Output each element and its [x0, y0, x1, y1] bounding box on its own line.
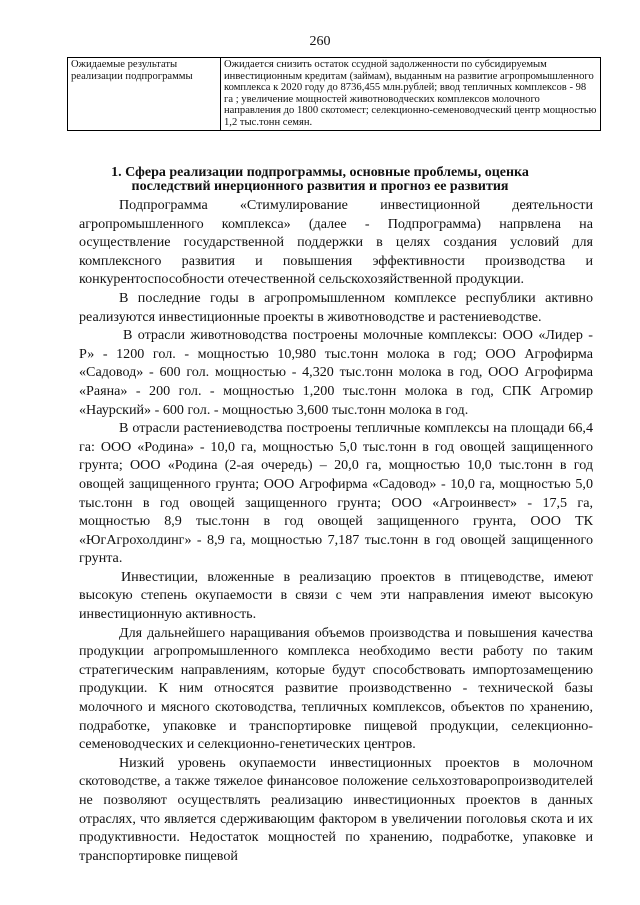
paragraph: Подпрограмма «Стимулирование инвестиционной деятельности агропромышленного комплекса» (далее - Подпрограмма) напрвлена на осуществление государственной поддержки в целях создания условий для комплексного развития и повышения эффективности производства и конкурентоспособности отечественной сельскохозяйственной продукции. — [79, 197, 593, 288]
page-number: 260 — [309, 34, 331, 49]
paragraph: Низкий уровень окупаемости инвестиционных проектов в молочном скотоводстве, а также тяжелое финансовое положение сельхозтоваропроизводителей не позволяют осуществлять реализацию инвестиционных проектов в данных отраслях, что является сдерживающим фактором в увеличении поголовья скота и их продуктивности. Недостаток мощностей по хранению, подработке, упаковке и транспортировке пищевой — [79, 754, 593, 864]
table-value-cell: Ожидается снизить остаток ссудной задолженности по субсидируемым инвестиционным кредитам (займам), выданным на развитие агропромышленного комплекса к 2020 году до 8736,455 млн.рублей; ввод тепличных комплексов - 98 га ; увеличение мощностей животноводческих комплексов молочного направления до 1800 скотомест; селекционно-семеноводческий центр мощностью 1,2 тыс.тонн семян. — [221, 58, 601, 131]
section-body — [79, 196, 593, 865]
paragraph: Инвестиции, вложенные в реализацию проектов в птицеводстве, имеют высокую степень окупаемости в связи с чем эти направления имеют высокую инвестиционную активность. — [79, 568, 593, 623]
results-table — [67, 57, 601, 131]
paragraph: В отрасли животноводства построены молочные комплексы: ООО «Лидер - Р» - 1200 гол. - мощностью 10,980 тыс.тонн молока в год; ООО Агрофирма «Садовод» - 600 гол. мощностью - 4,320 тыс.тонн молока в год, ООО Агрофирма «Раяна» - 200 гол. - мощностью 1,200 тыс.тонн молока в год, СПК Агромир «Наурский» - 600 гол. - мощностью 3,600 тыс.тонн молока в год. — [79, 327, 593, 418]
section-heading: 1. Сфера реализации подпрограммы, основные проблемы, оценка последствий инерционного развития и прогноз ее развития — [111, 165, 529, 194]
table-label-cell: Ожидаемые результаты реализации подпрограммы — [68, 58, 221, 131]
paragraph: В последние годы в агропромышленном комплексе республики активно реализуются инвестиционные проекты в животноводстве и растениеводстве. — [79, 289, 593, 325]
paragraph: В отрасли растениеводства построены тепличные комплексы на площади 66,4 га: ООО «Родина» - 10,0 га, мощностью 5,0 тыс.тонн в год овощей защищенного грунта; ООО «Родина (2-ая очередь) – 20,0 га, мощностью 10,0 тыс.тонн в год овощей защищенного грунта; ООО Агрофирма «Садовод» - 10,0 га, мощностью 5,0 тыс.тонн в год овощей защищенного грунта; ООО «Агроинвест» - 17,5 га, мощностью 8,9 тыс.тонн в год овощей защищенного грунта, ООО ТК «ЮгАгрохолдинг» - 8,9 га, мощностью 7,187 тыс.тонн в год овощей защищенного грунта. — [79, 420, 593, 567]
paragraph: Для дальнейшего наращивания объемов производства и повышения качества продукции агропромышленного комплекса необходимо вести работу по таким стратегическим направлениям, которые будут способствовать импортозамещению продукции. К ним относятся развитие производственно - технической базы молочного и мясного скотоводства, тепличных комплексов, объектов по хранению, подработке, упаковке и транспортировке пищевой продукции, селекционно-семеноводческих и селекционно-генетических центров. — [79, 624, 593, 753]
table-row — [68, 58, 601, 131]
